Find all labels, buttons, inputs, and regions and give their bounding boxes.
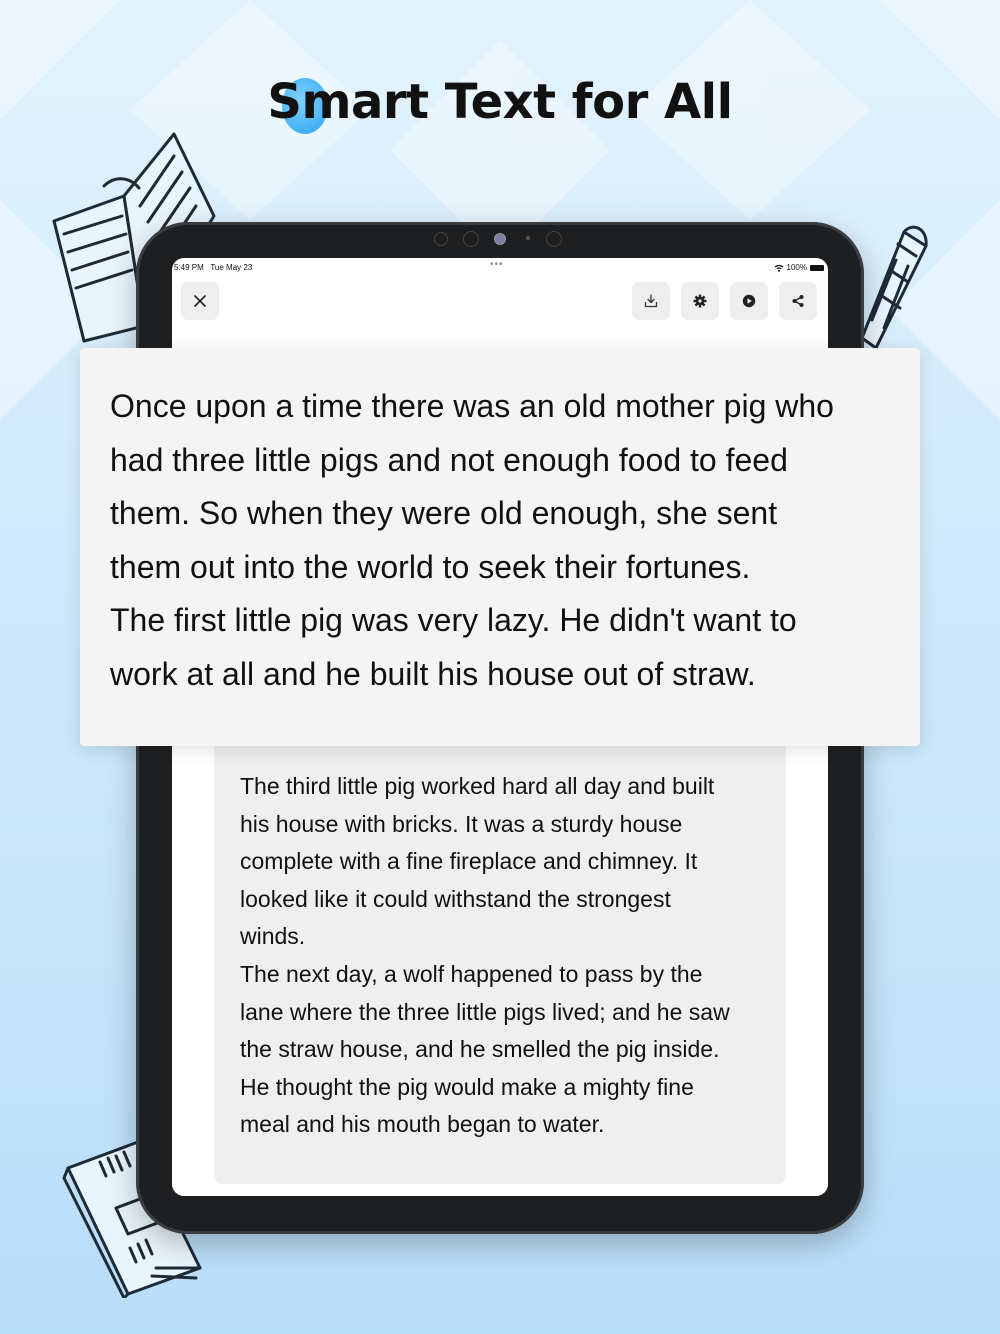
highlight-line: Once upon a time there was an old mother pig who [110,388,834,424]
reader-line: winds. [240,923,306,950]
camera-icon [494,233,506,245]
status-date: Tue May 23 [210,263,253,272]
gear-icon [693,294,707,308]
reader-text-card [214,738,786,1184]
reader-line: The next day, a wolf happened to pass by the [240,960,703,987]
headline-text: Smart Text for All [267,74,733,130]
reader-line: his house with bricks. It was a sturdy house [240,810,683,837]
share-button[interactable] [779,282,817,320]
battery-percent: 100% [786,263,807,272]
download-icon [644,294,658,308]
reader-line: He thought the pig would make a mighty fine [240,1073,694,1100]
play-icon [742,294,756,308]
share-icon [791,294,805,308]
status-time-date [174,263,252,272]
highlight-line: The first little pig was very lazy. He didn't want to [110,602,797,639]
close-icon [194,295,206,307]
highlight-line: work at all and he built his house out of straw. [110,655,756,692]
highlight-line: them. So when they were old enough, she sent [110,495,778,532]
highlighted-text-card [80,348,920,746]
status-time: 5:49 PM [174,263,204,272]
status-right [774,263,824,272]
highlight-line: them out into the world to seek their fortunes. [110,548,751,585]
sensor-icon [546,231,562,247]
sensor-icon [526,236,530,240]
reader-text [240,768,770,1144]
settings-button[interactable] [681,282,719,320]
wifi-icon [774,264,784,272]
pencil-doodle-icon [856,220,936,360]
download-button[interactable] [632,282,670,320]
highlighted-text [110,380,900,702]
reader-line: The third little pig worked hard all day and built [240,773,715,799]
battery-icon [810,265,824,271]
close-button[interactable] [181,282,219,320]
reader-line: complete with a fine fireplace and chimney. It [240,848,698,875]
reader-line: looked like it could withstand the strongest [240,885,671,912]
sensor-icon [434,232,448,246]
more-dots-icon[interactable]: ••• [490,259,504,270]
reader-line: lane where the three little pigs lived; and he saw [240,998,730,1025]
reader-line: the straw house, and he smelled the pig inside. [240,1036,720,1063]
headline [0,74,1000,130]
status-bar [172,259,828,276]
play-button[interactable] [730,282,768,320]
reader-line: meal and his mouth began to water. [240,1111,605,1138]
highlight-line: had three little pigs and not enough food to feed [110,441,788,478]
sensor-icon [463,231,479,247]
